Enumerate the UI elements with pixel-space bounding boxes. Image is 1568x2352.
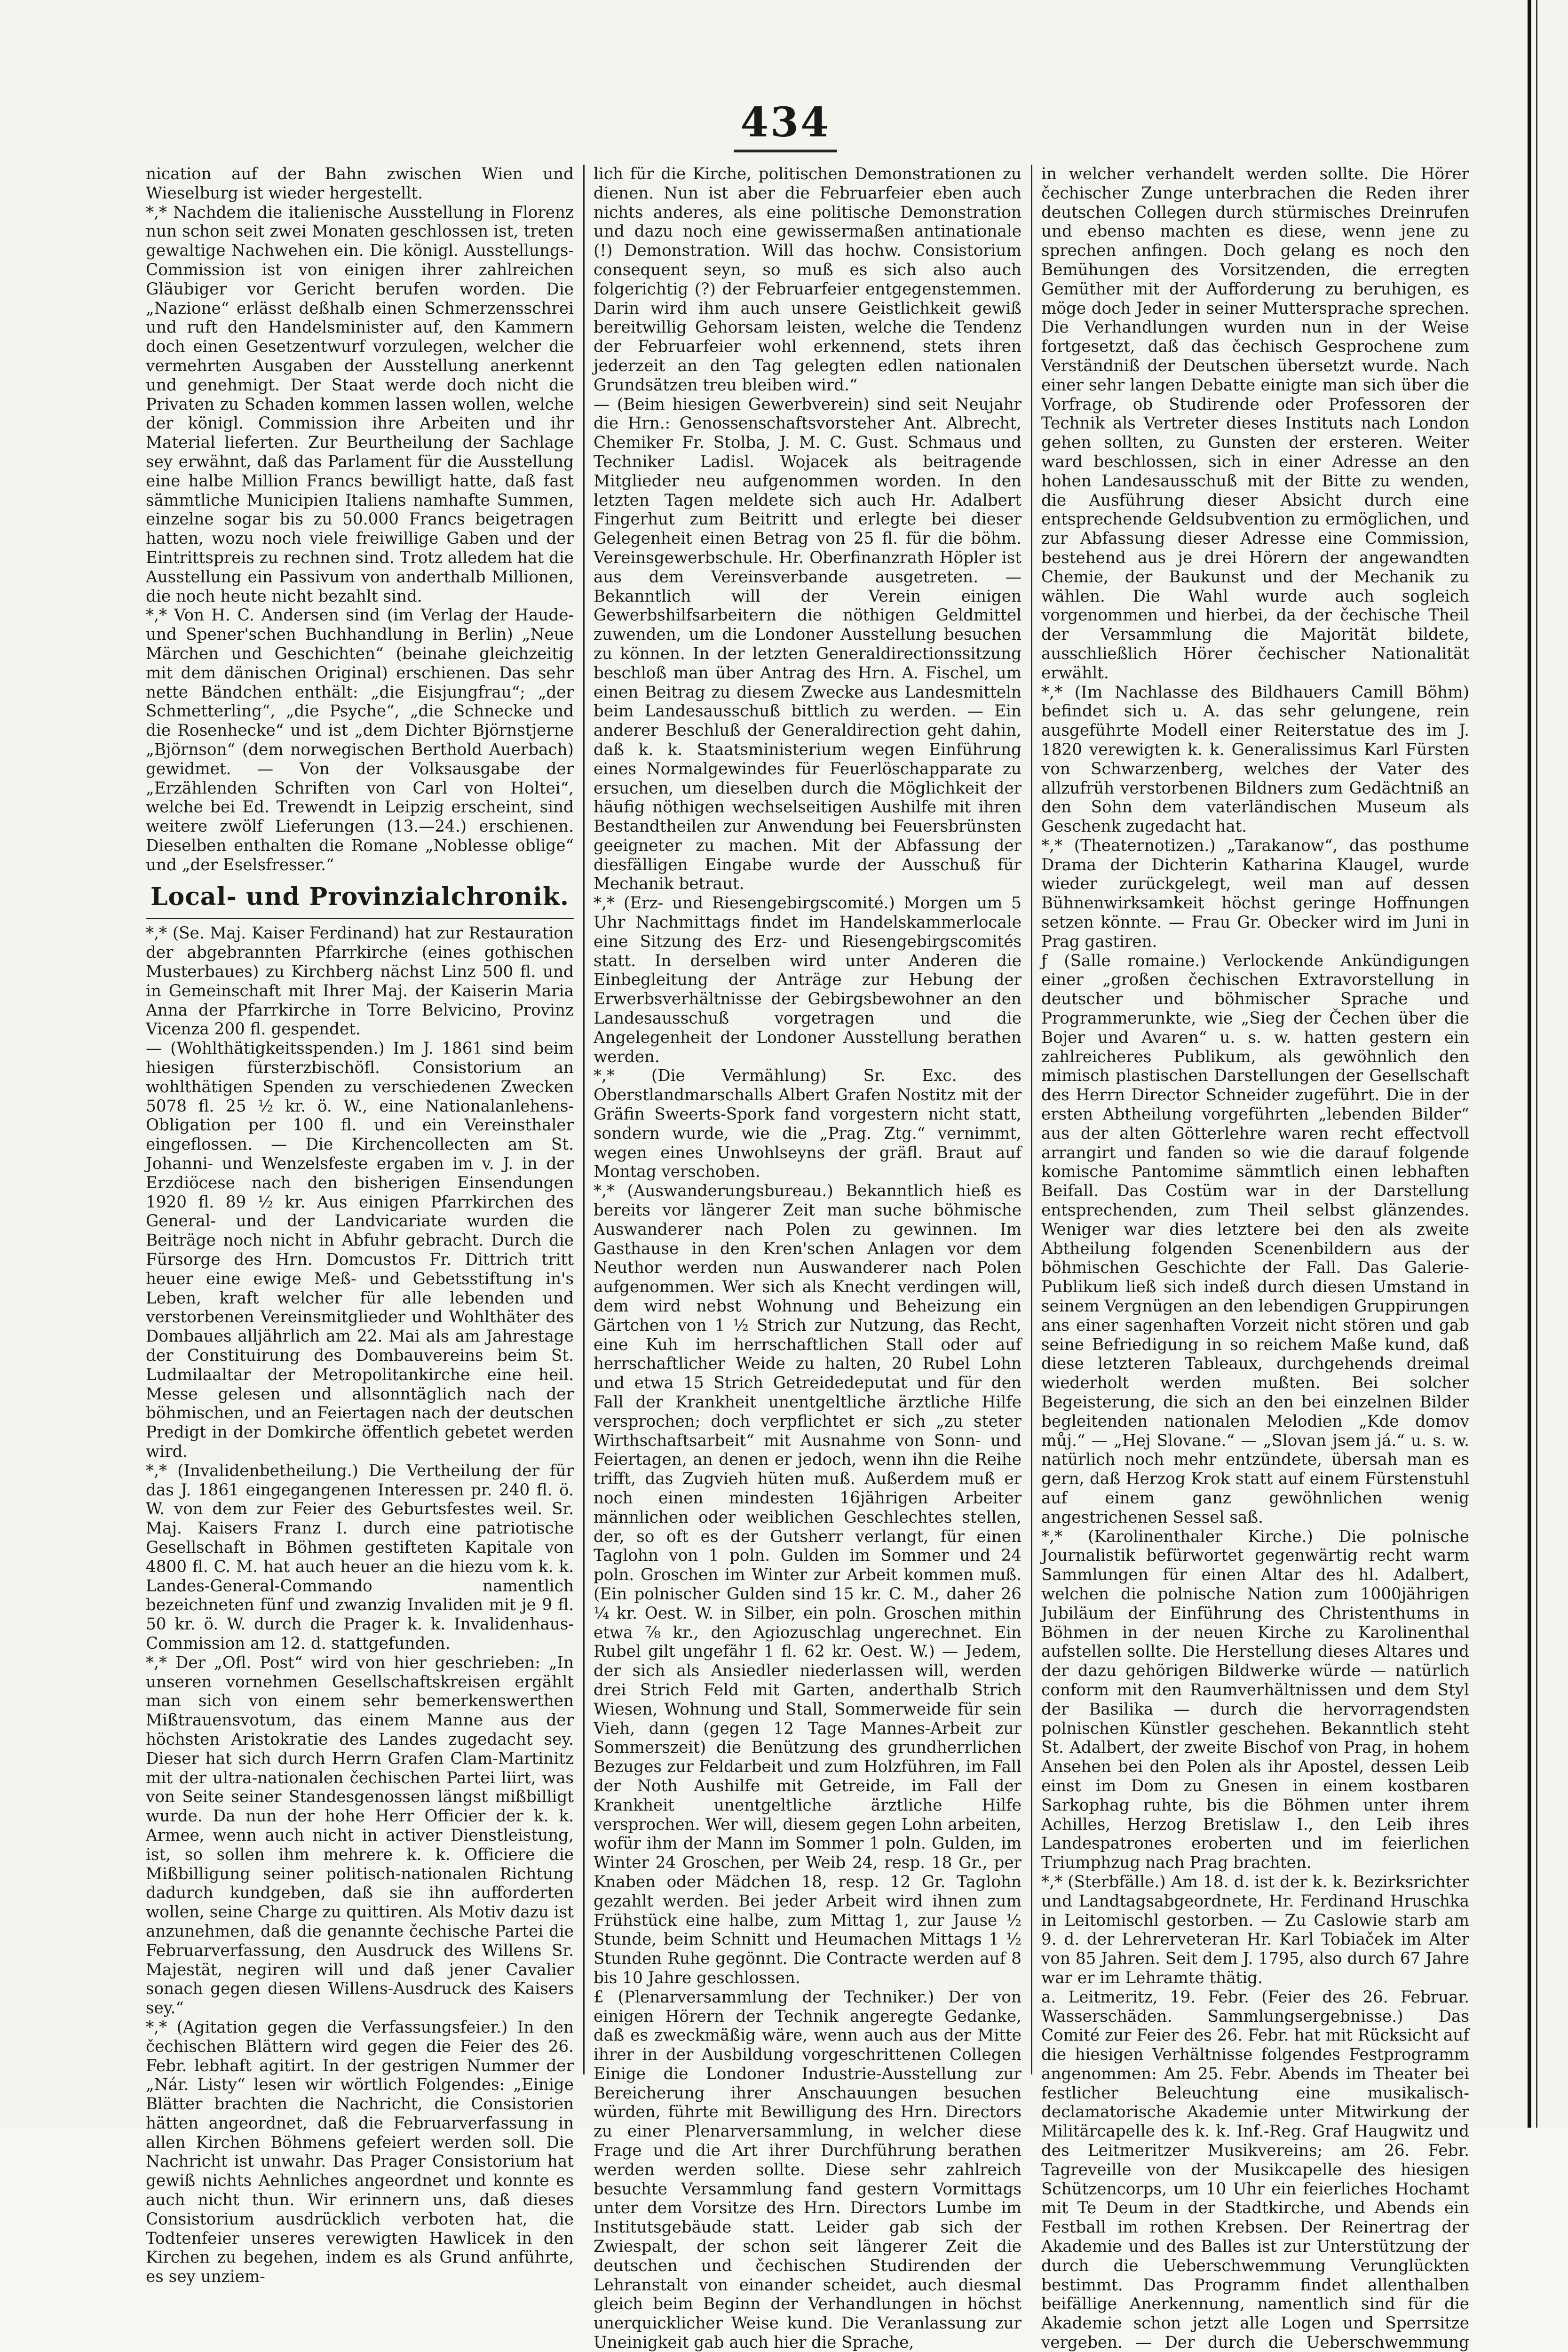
text-column-3 [1041, 165, 1469, 2352]
article-paragraph: *,* (Die Vermählung) Sr. Exc. des Oberstlandmarschalls Albert Grafen Nostitz mit der Gräfin Sweerts-Spork fand vorgestern nicht statt, sondern wurde, wie die „Prag. Ztg.“ vernimmt, wegen eines Unwohlseyns der gräfl. Braut auf Montag verschoben. [594, 1066, 1022, 1182]
page-number: 434 [740, 99, 831, 146]
article-paragraph: lich für die Kirche, politischen Demonstrationen zu dienen. Nun ist aber die Februarfeier eben auch nichts anderes, als eine politische Demonstration und dazu noch eine gewissermaßen antinationale (!) Demonstration. Will das hochw. Consistorium consequent seyn, so muß es sich also auch folgerichtig (?) der Februarfeier entgegenstemmen. Darin wird ihm auch unsere Geistlichkeit gewiß bereitwillig Gehorsam leisten, welche die Tendenz der Februarfeier wohl erkennend, stets ihren jederzeit an den Tag gelegten edlen nationalen Grundsätzen treu bleiben wird.“ [594, 165, 1022, 395]
article-paragraph: *,* (Sterbfälle.) Am 18. d. ist der k. k. Bezirksrichter und Landtagsabgeordnete, Hr. Ferdinand Hruschka in Leitomischl gestorben. — Zu Caslowie starb am 9. d. der Lehrerveteran Hr. Karl Tobiaček im Alter von 85 Jahren. Seit dem J. 1795, also durch 67 Jahre war er im Lehramte thätig. [1041, 1872, 1469, 1987]
column-divider [583, 165, 585, 2074]
section-heading: Local- und Provinzialchronik. [150, 882, 570, 912]
article-paragraph: nication auf der Bahn zwischen Wien und Wieselburg ist wieder hergestellt. [146, 165, 574, 203]
article-paragraph: *,* (Auswanderungsbureau.) Bekanntlich hieß es bereits vor längerer Zeit man suche böhmische Auswanderer nach Polen zu gewinnen. Im Gasthause in den Kren'schen Anlagen vor dem Neuthor werden nun Auswanderer nach Polen aufgenommen. Wer sich als Knecht verdingen will, dem wird nebst Wohnung und Beheizung ein Gärtchen von 1 ½ Strich zur Nutzung, das Recht, eine Kuh im herrschaftlichen Stall oder auf herrschaftlicher Weide zu halten, 20 Rubel Lohn und etwa 15 Strich Getreidedeputat und für den Fall der Krankheit unentgeltliche ärztliche Hilfe versprochen; doch verpflichtet er sich „zu steter Wirthschaftsarbeit“ mit Ausnahme von Sonn- und Feiertagen, an denen er jedoch, wenn ihn die Reihe trifft, das Zugvieh hüten muß. Außerdem muß er noch einen mindesten 16jährigen Arbeiter männlichen oder weiblichen Geschlechtes stellen, der, so oft es der Gutsherr verlangt, für einen Taglohn von 1 poln. Gulden im Sommer und 24 poln. Groschen im Winter zur Arbeit kommen muß. (Ein polnischer Gulden sind 15 kr. C. M., daher 26 ¼ kr. Oest. W. in Silber, ein poln. Groschen mithin etwa ⅞ kr., den Agiozuschlag ungerechnet. Ein Rubel gilt ungefähr 1 fl. 62 kr. Oest. W.) — Jedem, der sich als Ansiedler niederlassen will, werden drei Strich Feld mit Garten, anderthalb Strich Wiesen, Wohnung und Stall, Sommerweide für sein Vieh, dann (gegen 12 Tage Mannes-Arbeit zur Sommerszeit) die Benützung des grundherrlichen Bezuges zur Feldarbeit und zum Holzführen, im Fall der Noth Aushilfe mit Getreide, im Fall der Krankheit unentgeltliche ärztliche Hilfe versprochen. Wer will, diesem gegen Lohn arbeiten, wofür ihm der Mann im Sommer 1 poln. Gulden, im Winter 24 Groschen, per Weib 24, resp. 18 Gr., per Knaben oder Mädchen 18, resp. 12 Gr. Taglohn gezahlt werden. Bei jeder Arbeit wird ihnen zum Frühstück eine halbe, zum Mittag 1, zur Jause ½ Stunde, beim Schnitt und Heumachen Mittags 1 ½ Stunden Ruhe gegönnt. Die Contracte werden auf 8 bis 10 Jahre geschlossen. [594, 1182, 1022, 1987]
article-paragraph: £ (Plenarversammlung der Techniker.) Der von einigen Hörern der Technik angeregte Gedanke, daß es zweckmäßig wäre, wenn auch aus der Mitte ihrer in der Ausbildung vorgeschrittenen Collegen Einige die Londoner Industrie-Ausstellung zur Bereicherung ihrer Anschauungen besuchen würden, führte mit Bewilligung des Hrn. Directors zu einer Plenarversammlung, in welcher diese Frage und die Art ihrer Durchführung berathen werden werden sollte. Diese sehr zahlreich besuchte Versammlung fand gestern Vormittags unter dem Vorsitze des Hrn. Directors Lumbe im Institutsgebäude statt. Leider gab sich der Zwiespalt, der schon seit längerer Zeit die deutschen und čechischen Studirenden der Lehranstalt von einander scheidet, auch diesmal gleich beim Beginn der Verhandlungen in höchst unerquicklicher Weise kund. Die Veranlassung zur Uneinigkeit gab auch hier die Sprache, [594, 1987, 1022, 2352]
article-paragraph: *,* Von H. C. Andersen sind (im Verlag der Haude- und Spener'schen Buchhandlung in Berlin) „Neue Märchen und Geschichten“ (beinahe gleichzeitig mit dem dänischen Original) erschienen. Das sehr nette Bändchen enthält: „die Eisjungfrau“; „der Schmetterling“, „die Psyche“, „die Schnecke und die Rosenhecke“ und ist „dem Dichter Björnstjerne „Björnson“ (dem norwegischen Berthold Auerbach) gewidmet. — Von der Volksausgabe der „Erzählenden Schriften von Carl von Holtei“, welche bei Ed. Trewendt in Leipzig erscheint, sind weitere zwölf Lieferungen (13.—24.) erschienen. Dieselben enthalten die Romane „Noblesse oblige“ und „der Eselsfresser.“ [146, 606, 574, 874]
article-paragraph: *,* (Theaternotizen.) „Tarakanow“, das posthume Drama der Dichterin Katharina Klaugel, wurde wieder zurückgelegt, weil man auf dessen Bühnenwirksamkeit höchst geringe Hoffnungen setzen könnte. — Frau Gr. Obecker wird im Juni in Prag gastiren. [1041, 836, 1469, 951]
article-paragraph: *,* (Im Nachlasse des Bildhauers Camill Böhm) befindet sich u. A. das sehr gelungene, rein ausgeführte Modell einer Reiterstatue des im J. 1820 verewigten k. k. Generalissimus Karl Fürsten von Schwarzenberg, welches der Vater des allzufrüh verstorbenen Bildners zum Gedächtniß an den Sohn dem vaterländischen Museum als Geschenk zugedacht hat. [1041, 683, 1469, 836]
article-paragraph: *,* (Se. Maj. Kaiser Ferdinand) hat zur Restauration der abgebrannten Pfarrkirche (eines gothischen Musterbaues) zu Kirchberg nächst Linz 500 fl. und in Gemeinschaft mit Ihrer Maj. der Kaiserin Maria Anna der Pfarrkirche in Torre Belvicino, Provinz Vicenza 200 fl. gespendet. [146, 924, 574, 1039]
page-number-rule [734, 150, 837, 152]
article-paragraph: a. Leitmeritz, 19. Febr. (Feier des 26. Februar. Wasserschäden. Sammlungsergebnisse.) Das Comité zur Feier des 26. Febr. hat mit Rücksicht auf die hiesigen Verhältnisse folgendes Festprogramm angenommen: Am 25. Febr. Abends im Theater bei festlicher Beleuchtung eine musikalisch-declamatorische Akademie unter Mitwirkung der Militärcapelle des k. k. Inf.-Reg. Graf Haugwitz und des Leitmeritzer Musikvereins; am 26. Febr. Tagreveille von der Musikcapelle des hiesigen Schützencorps, um 10 Uhr ein feierliches Hochamt mit Te Deum in der Stadtkirche, und Abends ein Festball im rothen Krebsen. Der Reinertrag der Akademie und des Balles ist zur Unterstützung der durch die Ueberschwemmung Verunglückten bestimmt. Das Programm findet allenthalben beifällige Anerkennung, namentlich sind für die Akademie schon jetzt alle Logen und Sperrsitze vergeben. — Der durch die Ueberschwemmung [1041, 1987, 1469, 2352]
article-paragraph: *,* (Agitation gegen die Verfassungsfeier.) In den čechischen Blättern wird gegen die Feier des 26. Febr. lebhaft agitirt. In der gestrigen Nummer der „Nár. Listy“ lesen wir wörtlich Folgendes: „Einige Blätter brachten die Nachricht, die Consistorien hätten angeordnet, daß die Februarverfassung in allen Kirchen Böhmens gefeiert werden soll. Die Nachricht ist unwahr. Das Prager Consistorium hat gewiß nichts Aehnliches angeordnet und konnte es auch nicht thun. Wir erinnern uns, daß dieses Consistorium ausdrücklich verboten hat, die Todtenfeier unseres verewigten Hawlicek in den Kirchen zu begehen, indem es als Grund anführte, es sey unziem- [146, 2018, 574, 2287]
text-column-1 [146, 165, 574, 2287]
article-paragraph: — (Wohlthätigkeitsspenden.) Im J. 1861 sind beim hiesigen fürsterzbischöfl. Consistorium an wohlthätigen Spenden zu verschiedenen Zwecken 5078 fl. 25 ½ kr. ö. W., eine Nationalanlehens-Obligation per 100 fl. und ein Vereinsthaler eingeflossen. — Die Kirchencollecten am St. Johanni- und Wenzelsfeste ergaben im v. J. in der Erzdiöcese nach den bisherigen Einsendungen 1920 fl. 89 ½ kr. Aus einigen Pfarrkirchen des General- und der Landvicariate wurden die Beiträge noch nicht in Abfuhr gebracht. Durch die Fürsorge des Hrn. Domcustos Fr. Dittrich tritt heuer eine ewige Meß- und Gebetsstiftung in's Leben, kraft welcher für alle lebenden und verstorbenen Vereinsmitglieder und Wohlthäter des Dombaues alljährlich am 22. Mai als am Jahrestage der Constituirung des Dombauvereins beim St. Ludmilaaltar der Metropolitankirche eine heil. Messe gelesen und allsonntäglich nach der böhmischen, und an Feiertagen nach der deutschen Predigt in der Domkirche öffentlich gebetet werden wird. [146, 1039, 574, 1461]
article-paragraph: ƒ (Salle romaine.) Verlockende Ankündigungen einer „großen čechischen Extravorstellung in deutscher und böhmischer Sprache und Programmerunkte, wie „Sieg der Čechen über die Bojer und Avaren“ u. s. w. hatten gestern ein zahlreicheres Publikum, als gewöhnlich den mimisch plastischen Darstellungen der Gesellschaft des Herrn Director Schneider zugeführt. Die in der ersten Abtheilung vorgeführten „lebenden Bilder“ aus der alten Götterlehre waren recht effectvoll arrangirt und fanden so wie die darauf folgende komische Pantomime sämmtlich einen lebhaften Beifall. Das Costüm war in der Darstellung entsprechenden, zum Theil selbst glänzendes. Weniger war dies letztere bei den als zweite Abtheilung folgenden Scenenbildern aus der böhmischen Geschichte der Fall. Das Galerie-Publikum ließ sich indeß durch diesen Umstand in seinem Vergnügen an den lebendigen Gruppirungen ans einer sagenhaften Vorzeit nicht stören und gab seine Befriedigung in so reichem Maße kund, daß diese letzteren Tableaux, durchgehends dreimal wiederholt werden mußten. Bei solcher Begeisterung, die sich an den bei einzelnen Bilder begleitenden nationalen Melodien „Kde domov můj.“ — „Hej Slovane.“ — „Slovan jsem já.“ u. s. w. natürlich noch mehr entzündete, übersah man es gern, daß Herzog Krok statt auf einem Fürstenstuhl auf einem ganz gewöhnlichen wenig angestrichenen Sessel saß. [1041, 951, 1469, 1527]
article-paragraph: in welcher verhandelt werden sollte. Die Hörer čechischer Zunge unterbrachen die Reden ihrer deutschen Collegen durch stürmisches Dreinrufen und ebenso machten es diese, wenn jene zu sprechen anfingen. Doch gelang es noch den Bemühungen des Vorsitzenden, die erregten Gemüther mit der Aufforderung zu beruhigen, es möge doch Jeder in seiner Muttersprache sprechen. Die Verhandlungen wurden nun in der Weise fortgesetzt, daß das čechisch Gesprochene zum Verständniß der Deutschen übersetzt wurde. Nach einer sehr langen Debatte einigte man sich über die Vorfrage, ob Studirende oder Professoren der Technik als Vertreter dieses Instituts nach London gehen sollten, zu Gunsten der ersteren. Weiter ward beschlossen, sich in einer Adresse an den hohen Landesausschuß mit der Bitte zu wenden, die Ausführung dieser Absicht durch eine entsprechende Geldsubvention zu ermöglichen, und zur Abfassung dieser Adresse eine Commission, bestehend aus je drei Hörern der angewandten Chemie, der Baukunst und der Mechanik zu wählen. Die Wahl wurde auch sogleich vorgenommen und hierbei, da der čechische Theil der Versammlung die Majorität bildete, ausschließlich Hörer čechischer Nationalität erwählt. [1041, 165, 1469, 683]
text-column-2 [594, 165, 1022, 2352]
article-paragraph: — (Beim hiesigen Gewerbverein) sind seit Neujahr die Hrn.: Genossenschaftsvorsteher Ant. Albrecht, Chemiker Fr. Stolba, J. M. C. Gust. Schmaus und Techniker Ladisl. Wojacek als beitragende Mitglieder neu aufgenommen worden. In den letzten Tagen meldete sich auch Hr. Adalbert Fingerhut zum Beitritt und erlegte bei dieser Gelegenheit einen Betrag von 25 fl. für die böhm. Vereinsgewerbschule. Hr. Oberfinanzrath Höpler ist aus dem Vereinsverbande ausgetreten. — Bekanntlich will der Verein einigen Gewerbshilfsarbeitern die nöthigen Geldmittel zuwenden, um die Londoner Ausstellung besuchen zu können. In der letzten Generaldirectionssitzung beschloß man über Antrag des Hrn. A. Fischel, um einen Beitrag zu diesem Zwecke aus Landesmitteln beim Landesausschuß bittlich zu werden. — Ein anderer Beschluß der Generaldirection geht dahin, daß k. k. Staatsministerium wegen Einführung eines Normalgewindes für Feuerlöschapparate zu ersuchen, um dieselben durch die Möglichkeit der häufig nöthigen wechselseitigen Aushilfe mit ihren Bestandtheilen zur Anwendung bei Feuersbrünsten geeigneter zu machen. Mit der Abfassung der diesfälligen Eingabe wurde der Ausschuß für Mechanik betraut. [594, 395, 1022, 894]
article-paragraph: *,* (Invalidenbetheilung.) Die Vertheilung der für das J. 1861 eingegangenen Interessen pr. 240 fl. ö. W. von dem zur Feier des Geburtsfestes weil. Sr. Maj. Kaisers Franz I. durch eine patriotische Gesellschaft in Böhmen gestifteten Kapitale von 4800 fl. C. M. hat auch heuer an die hiezu vom k. k. Landes-General-Commando namentlich bezeichneten fünf und zwanzig Invaliden mit je 9 fl. 50 kr. ö. W. durch die Prager k. k. Invalidenhaus-Commission am 12. d. stattgefunden. [146, 1461, 574, 1653]
article-paragraph: *,* Der „Ofl. Post“ wird von hier geschrieben: „In unseren vornehmen Gesellschaftskreisen ergählt man sich von einem sehr bemerkenswerthen Mißtrauensvotum, das einem Manne aus der höchsten Aristokratie des Landes zugedacht sey. Dieser hat sich durch Herrn Grafen Clam-Martinitz mit der ultra-nationalen čechischen Partei liirt, was von Seite seiner Standesgenossen längst mißbilligt wurde. Da nun der hohe Herr Officier der k. k. Armee, wenn auch nicht in activer Dienstleistung, ist, so sollen ihm mehrere k. k. Officiere die Mißbilligung seiner politisch-nationalen Richtung dadurch kundgeben, daß sie ihn aufforderten wollen, seine Charge zu quittiren. Als Motiv dazu ist anzunehmen, daß die genannte čechische Partei die Februarverfassung, den Ausdruck des Willens Sr. Majestät, negiren will und daß jener Cavalier sonach gegen diesen Willens-Ausdruck des Kaisers sey.“ [146, 1653, 574, 2018]
page-edge-rule [1528, 0, 1531, 2128]
article-paragraph: *,* (Karolinenthaler Kirche.) Die polnische Journalistik befürwortet gegenwärtig recht warm Sammlungen für einen Altar des hl. Adalbert, welchen die polnische Nation zum 1000jährigen Jubiläum der Einführung des Christenthums in Böhmen in der neuen Kirche zu Karolinenthal aufstellen sollte. Die Herstellung dieses Altares und der dazu gehörigen Bildwerke würde — natürlich conform mit den Raumverhältnissen und dem Styl der Basilika — durch die hervorragendsten polnischen Künstler geschehen. Bekanntlich steht St. Adalbert, der zweite Bischof von Prag, in hohem Ansehen bei den Polen als ihr Apostel, dessen Leib einst im Dom zu Gnesen in einem kostbaren Sarkophag ruhte, bis die Böhmen unter ihrem Achilles, Herzog Bretislaw I., den Leib ihres Landespatrones eroberten und im feierlichen Triumphzug nach Prag brachten. [1041, 1527, 1469, 1873]
page-edge-rule [1536, 0, 1537, 2128]
article-paragraph: *,* (Erz- und Riesengebirgscomité.) Morgen um 5 Uhr Nachmittags findet im Handelskammerlocale eine Sitzung des Erz- und Riesengebirgscomités statt. In derselben wird unter Anderen die Einbegleitung der Anträge zur Hebung der Erwerbsverhältnisse der Gebirgsbewohner an den Landesausschuß vorgetragen und die Angelegenheit der Londoner Ausstellung berathen werden. [594, 894, 1022, 1066]
article-paragraph: *,* Nachdem die italienische Ausstellung in Florenz nun schon seit zwei Monaten geschlossen ist, treten gewaltige Nachwehen ein. Die königl. Ausstellungs-Commission ist von einigen ihrer zahlreichen Gläubiger vor Gericht berufen worden. Die „Nazione“ erlässt deßhalb einen Schmerzensschrei und ruft den Handelsminister auf, den Kammern doch einen Gesetzentwurf vorzulegen, welcher die vermehrten Ausgaben der Ausstellung anerkennt und genehmigt. Der Staat werde doch nicht die Privaten zu Schaden kommen lassen wollen, welche der königl. Commission ihre Arbeiten und ihr Material lieferten. Zur Beurtheilung der Sachlage sey erwähnt, daß das Parlament für die Ausstellung eine halbe Million Francs bewilligt hatte, daß fast sämmtliche Municipien Italiens namhafte Summen, einzelne sogar bis zu 50.000 Francs beigetragen hatten, wozu noch viele freiwillige Gaben und der Eintrittspreis zu rechnen sind. Trotz alledem hat die Ausstellung ein Passivum von anderthalb Millionen, die noch heute nicht bezahlt sind. [146, 203, 574, 606]
column-divider [1031, 165, 1032, 2074]
heading-rule [146, 918, 574, 919]
